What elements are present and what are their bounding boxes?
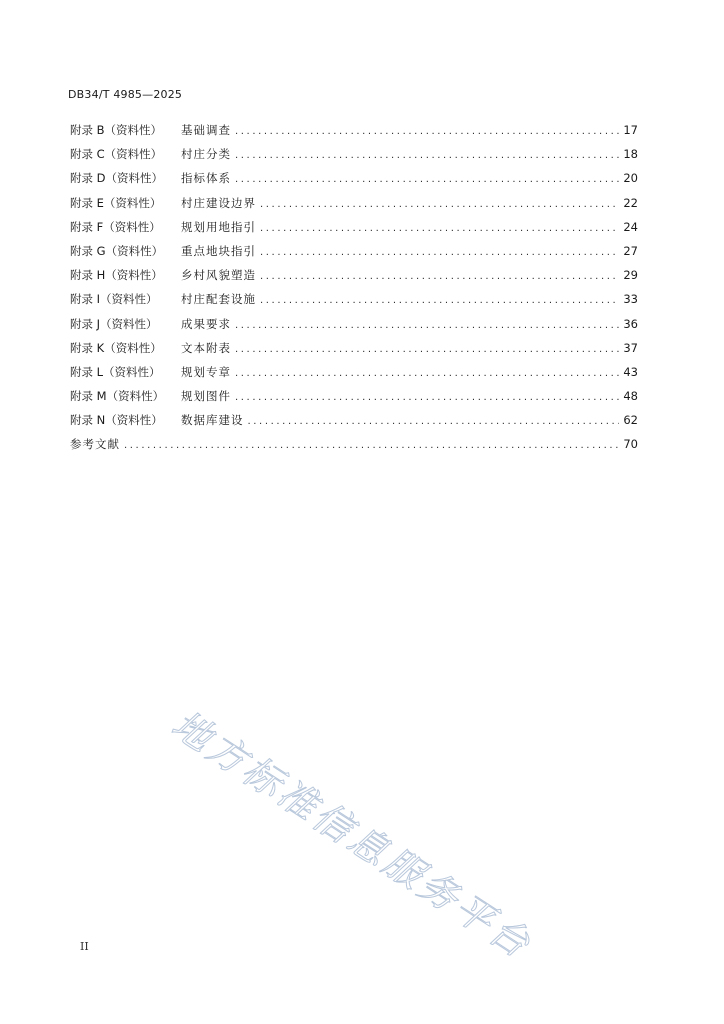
toc-entry-page: 27 <box>623 243 638 258</box>
toc-entry-i[interactable] <box>70 291 638 315</box>
toc-entry-page: 62 <box>623 413 638 428</box>
toc-entry-prefix: 附录 N（资料性） <box>70 413 163 428</box>
toc-entry-page: 36 <box>623 316 638 331</box>
toc-entry-page: 20 <box>623 171 638 186</box>
toc-entry-title: 规划图件 <box>181 389 231 404</box>
toc-entry-title: 参考文献 <box>70 437 120 452</box>
toc-entry-title: 村庄配套设施 <box>181 292 256 307</box>
toc-entry-prefix: 附录 E（资料性） <box>70 195 162 210</box>
toc-entry-c[interactable] <box>70 146 638 170</box>
toc-entry-title: 重点地块指引 <box>181 243 256 258</box>
table-of-contents <box>70 122 638 461</box>
toc-entry-prefix: 附录 D（资料性） <box>70 171 164 186</box>
toc-leader-dots <box>124 440 619 451</box>
toc-entry-title: 村庄分类 <box>181 147 231 162</box>
toc-leader-dots <box>235 392 619 403</box>
toc-entry-page: 37 <box>623 340 638 355</box>
toc-leader-dots <box>260 199 619 210</box>
toc-entry-prefix: 附录 H（资料性） <box>70 268 163 283</box>
toc-leader-dots <box>235 150 619 161</box>
page-number: II <box>80 940 89 953</box>
toc-entry-page: 17 <box>623 123 638 137</box>
toc-leader-dots <box>235 320 619 331</box>
toc-entry-page: 29 <box>623 268 638 283</box>
standard-code-header: DB34/T 4985—2025 <box>68 88 183 101</box>
toc-entry-title: 规划专章 <box>181 364 231 379</box>
toc-entry-prefix: 附录 K（资料性） <box>70 340 162 355</box>
toc-entry-b[interactable] <box>70 122 638 146</box>
toc-entry-title: 乡村风貌塑造 <box>181 268 256 283</box>
toc-entry-prefix: 附录 G（资料性） <box>70 243 164 258</box>
toc-entry-d[interactable] <box>70 170 638 194</box>
toc-entry-page: 48 <box>623 389 638 404</box>
toc-entry-h[interactable] <box>70 267 638 291</box>
toc-entry-references[interactable] <box>70 436 638 460</box>
toc-entry-page: 33 <box>623 292 638 307</box>
toc-entry-prefix: 附录 B（资料性） <box>70 123 163 137</box>
toc-entry-e[interactable] <box>70 195 638 219</box>
toc-entry-prefix: 附录 F（资料性） <box>70 219 161 234</box>
toc-entry-prefix: 附录 I（资料性） <box>70 292 158 307</box>
toc-entry-title: 数据库建设 <box>181 413 244 428</box>
toc-entry-title: 基础调查 <box>181 123 231 137</box>
toc-leader-dots <box>235 368 619 379</box>
toc-entry-title: 成果要求 <box>181 316 231 331</box>
toc-entry-k[interactable] <box>70 340 638 364</box>
toc-leader-dots <box>235 344 619 355</box>
toc-entry-page: 22 <box>623 195 638 210</box>
toc-entry-page: 18 <box>623 147 638 162</box>
toc-leader-dots <box>235 126 619 137</box>
toc-entry-prefix: 附录 C（资料性） <box>70 147 163 162</box>
toc-entry-prefix: 附录 L（资料性） <box>70 364 161 379</box>
toc-entry-j[interactable] <box>70 316 638 340</box>
toc-leader-dots <box>260 295 619 306</box>
toc-leader-dots <box>260 247 619 258</box>
toc-entry-n[interactable] <box>70 412 638 436</box>
toc-entry-page: 43 <box>623 364 638 379</box>
watermark-text: 地方标准信息服务平台 <box>164 701 541 968</box>
toc-entry-prefix: 附录 M（资料性） <box>70 389 165 404</box>
toc-entry-title: 文本附表 <box>181 340 231 355</box>
toc-entry-page: 70 <box>623 437 638 452</box>
toc-leader-dots <box>260 223 619 234</box>
toc-entry-m[interactable] <box>70 388 638 412</box>
toc-entry-l[interactable] <box>70 364 638 388</box>
toc-entry-title: 规划用地指引 <box>181 219 256 234</box>
toc-entry-g[interactable] <box>70 243 638 267</box>
toc-entry-title: 指标体系 <box>181 171 231 186</box>
toc-leader-dots <box>248 416 620 427</box>
toc-entry-title: 村庄建设边界 <box>181 195 256 210</box>
toc-leader-dots <box>235 174 619 185</box>
toc-entry-prefix: 附录 J（资料性） <box>70 316 158 331</box>
toc-entry-f[interactable] <box>70 219 638 243</box>
toc-entry-page: 24 <box>623 219 638 234</box>
toc-leader-dots <box>260 271 619 282</box>
